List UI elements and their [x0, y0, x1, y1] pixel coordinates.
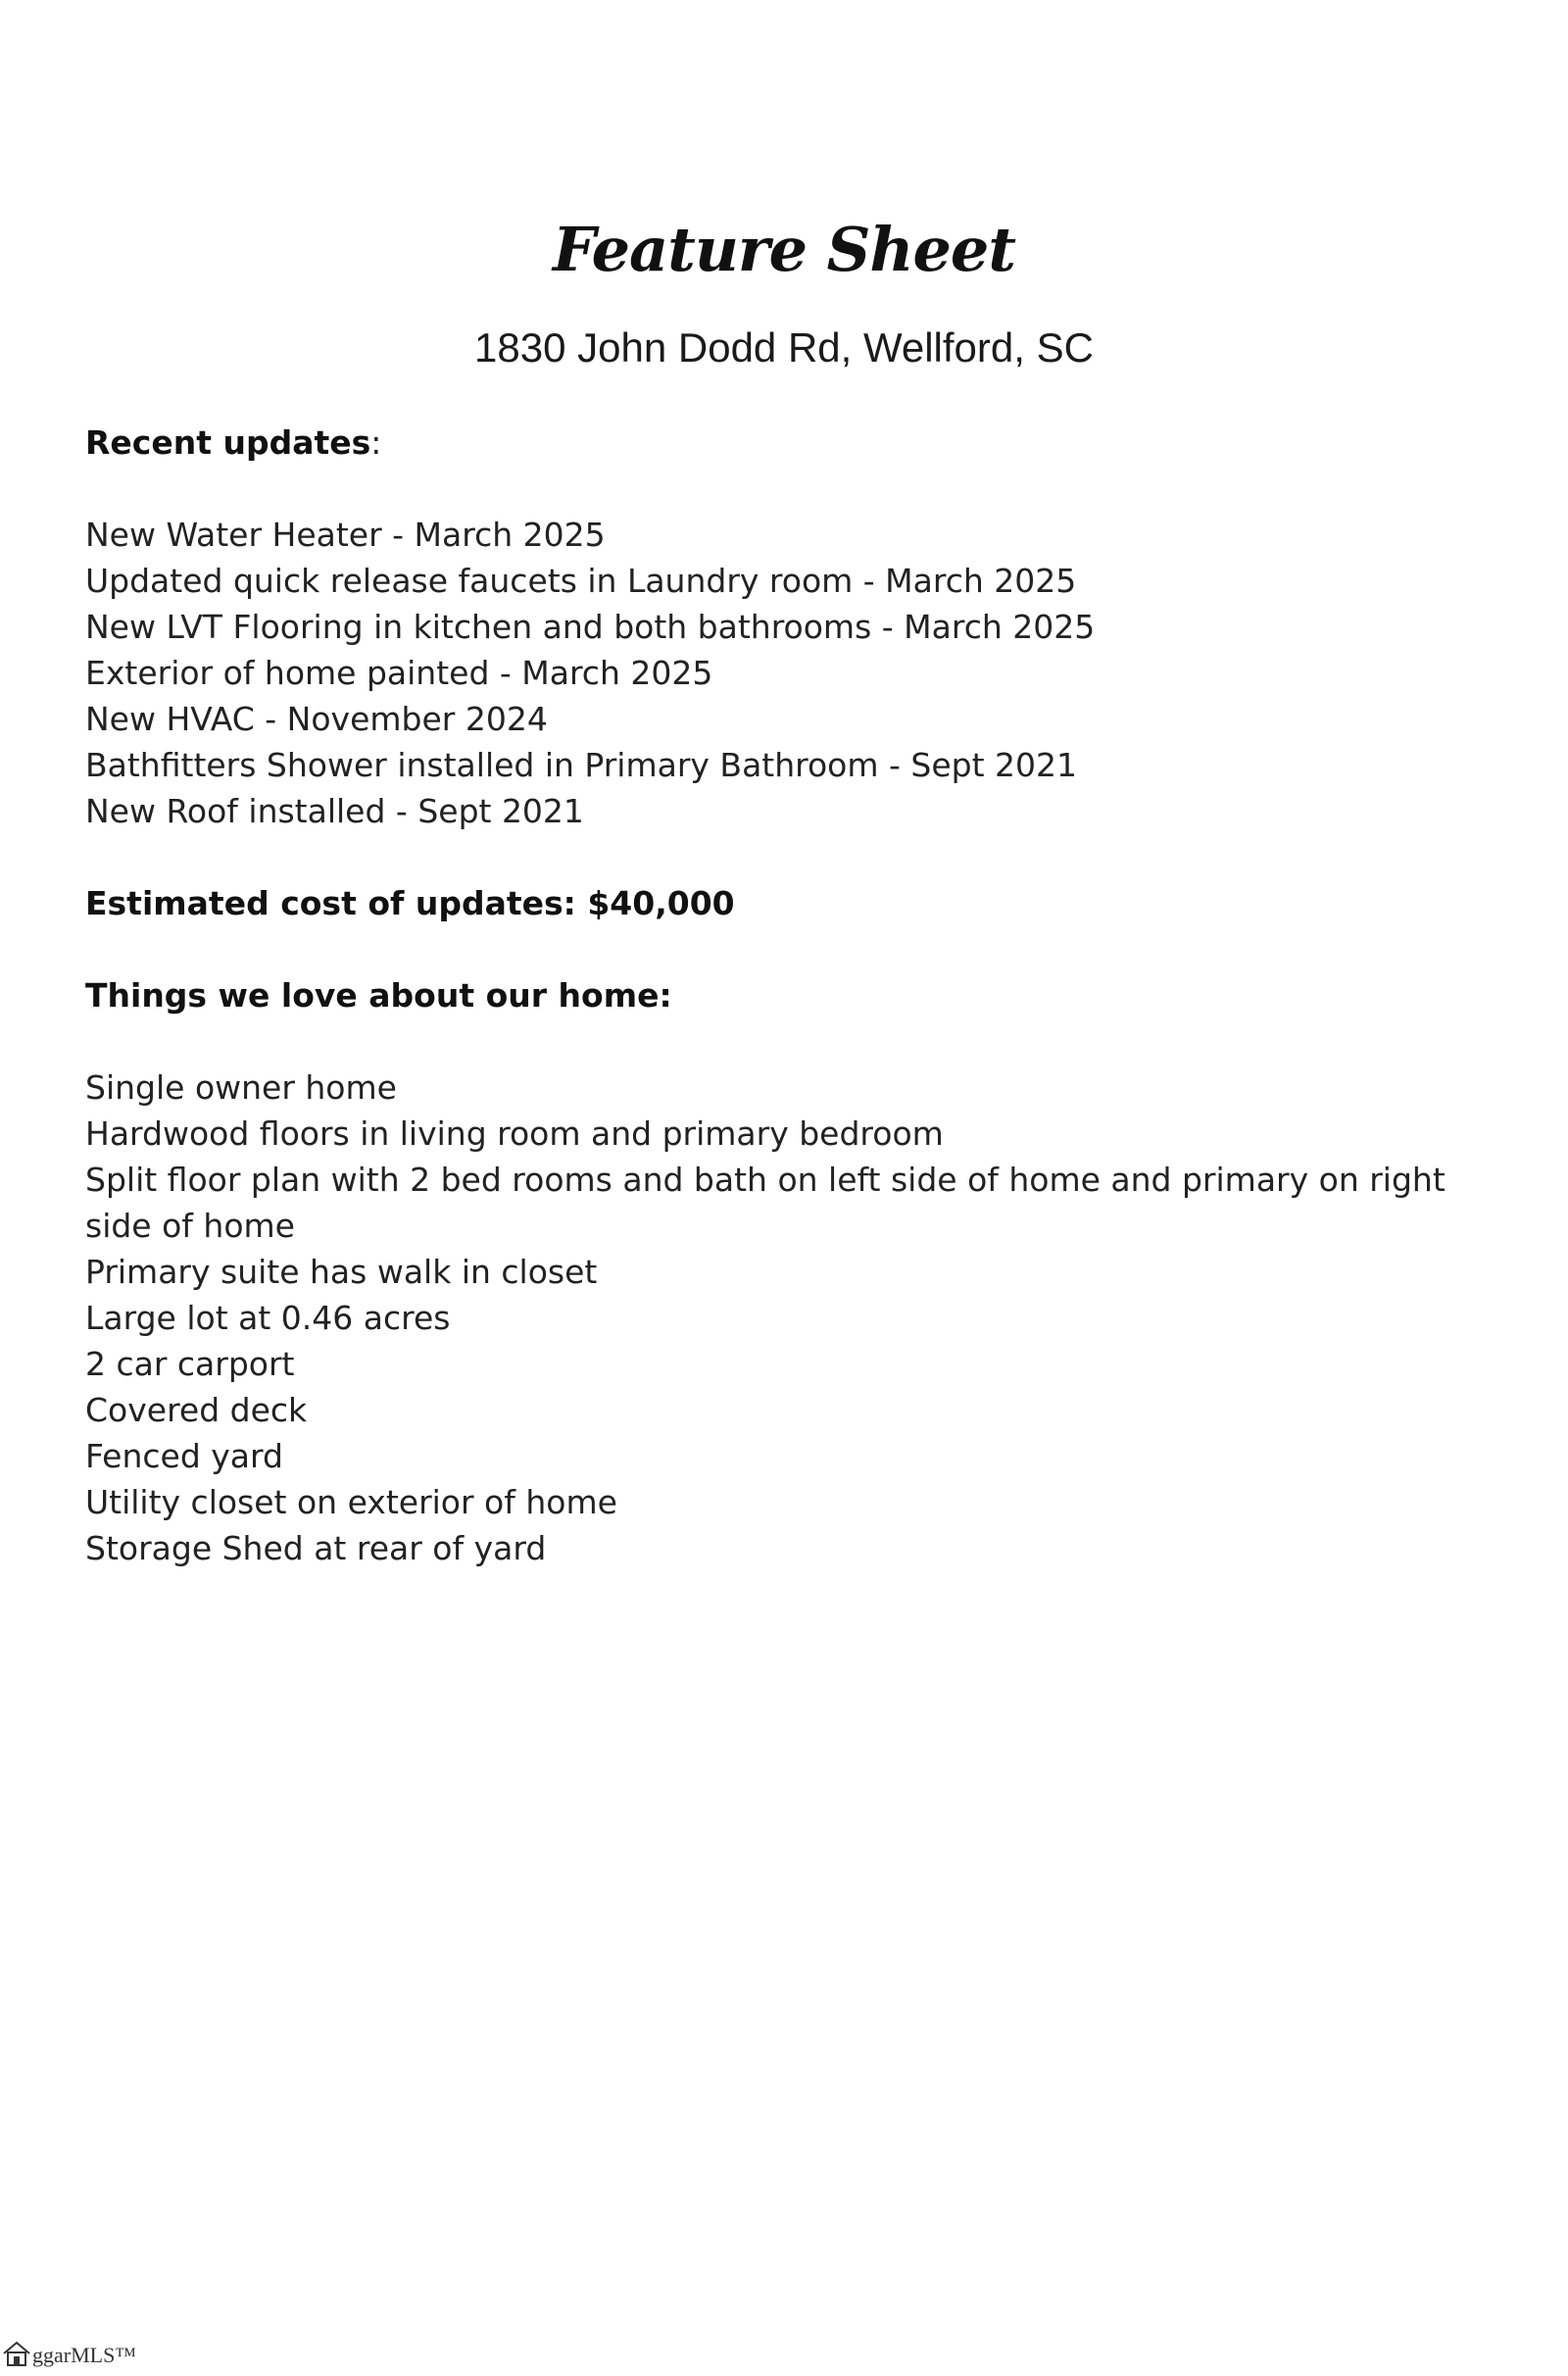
- list-item: Large lot at 0.46 acres: [85, 1299, 451, 1337]
- list-item: Covered deck: [85, 1391, 308, 1429]
- mls-logo-text: ggarMLS™: [32, 2343, 136, 2367]
- list-item: Utility closet on exterior of home: [85, 1483, 617, 1521]
- spacer: [85, 834, 1496, 880]
- things-we-love-heading: Things we love about our home:: [85, 976, 672, 1015]
- recent-updates-heading: Recent updates: [85, 423, 371, 462]
- list-item: Split floor plan with 2 bed rooms and bath on left side of home and primary on right side of home: [85, 1161, 1446, 1245]
- house-logo-icon: [2, 2339, 31, 2368]
- list-item: Primary suite has walk in closet: [85, 1253, 598, 1291]
- list-item: Bathfitters Shower installed in Primary Bathroom - Sept 2021: [85, 746, 1078, 784]
- list-item: Fenced yard: [85, 1437, 283, 1475]
- spacer: [85, 1018, 1496, 1064]
- document-title: Feature Sheet: [552, 214, 1016, 285]
- estimated-cost: Estimated cost of updates: $40,000: [85, 884, 735, 922]
- list-item: Single owner home: [85, 1068, 397, 1107]
- list-item: 2 car carport: [85, 1345, 295, 1383]
- spacer: [85, 926, 1496, 972]
- list-item: Updated quick release faucets in Laundry room - March 2025: [85, 562, 1077, 600]
- list-item: Storage Shed at rear of yard: [85, 1529, 547, 1567]
- mls-logo: [2, 2339, 136, 2368]
- spacer: [85, 466, 1496, 512]
- list-item: New Water Heater - March 2025: [85, 516, 606, 554]
- list-item: New LVT Flooring in kitchen and both bathrooms - March 2025: [85, 608, 1096, 646]
- things-we-love-list: [85, 1064, 1496, 1571]
- list-item: New Roof installed - Sept 2021: [85, 792, 584, 830]
- list-item: Exterior of home painted - March 2025: [85, 654, 713, 692]
- list-item: Hardwood floors in living room and primary bedroom: [85, 1114, 944, 1153]
- recent-updates-heading-line: [85, 420, 1496, 466]
- list-item: New HVAC - November 2024: [85, 700, 548, 738]
- property-address: 1830 John Dodd Rd, Wellford, SC: [474, 324, 1094, 371]
- feature-content: [85, 420, 1496, 1571]
- recent-updates-list: [85, 512, 1496, 834]
- recent-updates-heading-suffix: :: [370, 423, 382, 462]
